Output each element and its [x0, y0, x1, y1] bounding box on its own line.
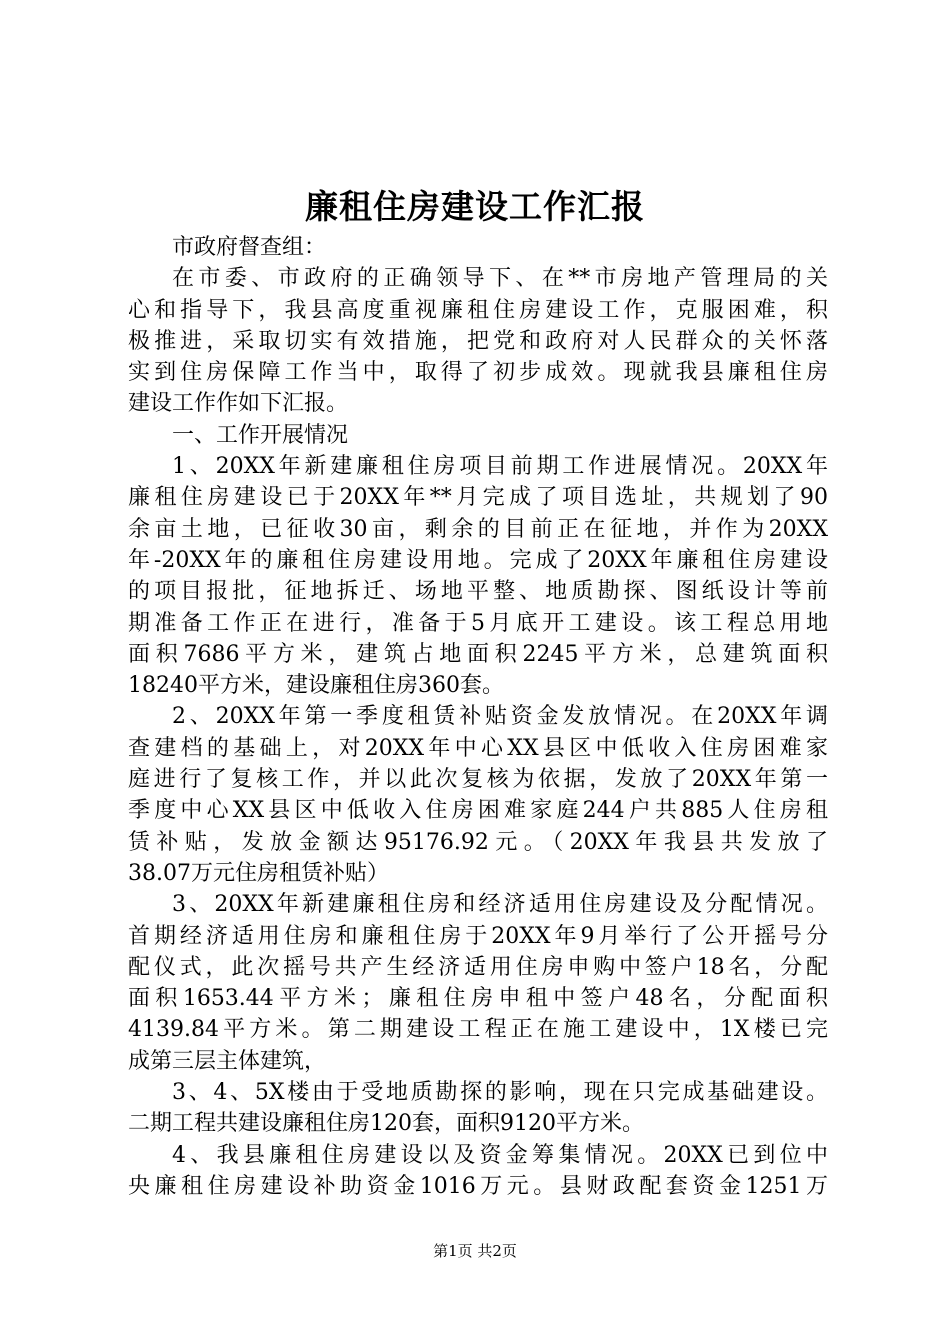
body-line: 年-20XX年的廉租住房建设用地。完成了20XX年廉租住房建设: [128, 547, 828, 573]
body-line: 心和指导下，我县高度重视廉租住房建设工作，克服困难，积: [128, 297, 828, 323]
body-line: 极推进，采取切实有效措施，把党和政府对人民群众的关怀落: [128, 328, 828, 354]
body-line: 面积1653.44平方米；廉租住房申租中签户48名，分配面积: [128, 986, 828, 1012]
body-line: 的项目报批，征地拆迁、场地平整、地质勘探、图纸设计等前: [128, 579, 828, 605]
body-line: 18240平方米，建设廉租住房360套。: [128, 673, 504, 699]
page-footer: 第1页 共2页: [433, 1242, 517, 1260]
body-line: 实到住房保障工作当中，取得了初步成效。现就我县廉租住房: [128, 360, 828, 386]
body-line: 3、20XX年新建廉租住房和经济适用住房建设及分配情况。: [172, 892, 828, 918]
body-line: 赁补贴，发放金额达95176.92元。（20XX年我县共发放了: [128, 829, 828, 855]
body-line: 面积7686平方米，建筑占地面积2245平方米，总建筑面积: [128, 641, 828, 667]
document-body: [128, 232, 828, 1202]
section-heading: 一、工作开展情况: [172, 422, 349, 448]
document-title: 廉租住房建设工作汇报: [305, 187, 645, 226]
body-line: 2、20XX年第一季度租赁补贴资金发放情况。在20XX年调: [172, 704, 828, 730]
body-line: 廉租住房建设已于20XX年**月完成了项目选址，共规划了90: [128, 485, 828, 511]
body-line: 建设工作作如下汇报。: [128, 391, 349, 417]
body-line: 1、20XX年新建廉租住房项目前期工作进展情况。20XX年: [172, 454, 828, 480]
body-line: 38.07万元住房租赁补贴）: [128, 860, 389, 886]
body-line: 4139.84平方米。第二期建设工程正在施工建设中，1X楼已完: [128, 1017, 828, 1043]
body-line: 成第三层主体建筑，: [128, 1048, 327, 1074]
body-line: 季度中心XX县区中低收入住房困难家庭244户共885人住房租: [128, 798, 828, 824]
body-line: 期准备工作正在进行，准备于5月底开工建设。该工程总用地: [128, 610, 828, 636]
body-line: 首期经济适用住房和廉租住房于20XX年9月举行了公开摇号分: [128, 923, 828, 949]
salutation-line: 市政府督查组：: [172, 235, 327, 260]
body-line: 查建档的基础上，对20XX年中心XX县区中低收入住房困难家: [128, 735, 828, 761]
body-line: 央廉租住房建设补助资金1016万元。县财政配套资金1251万: [128, 1173, 828, 1199]
body-line: 4、我县廉租住房建设以及资金筹集情况。20XX已到位中: [172, 1142, 828, 1168]
body-line: 庭进行了复核工作，并以此次复核为依据，发放了20XX年第一: [128, 767, 828, 793]
body-line: 二期工程共建设廉租住房120套，面积9120平方米。: [128, 1111, 644, 1137]
body-line: 配仪式，此次摇号共产生经济适用住房申购中签户18名，分配: [128, 954, 828, 980]
body-line: 余亩土地，已征收30亩，剩余的目前正在征地，并作为20XX: [128, 516, 828, 542]
body-line: 3、4、5X楼由于受地质勘探的影响，现在只完成基础建设。: [172, 1080, 828, 1106]
body-line: 在市委、市政府的正确领导下、在**市房地产管理局的关: [172, 266, 828, 292]
